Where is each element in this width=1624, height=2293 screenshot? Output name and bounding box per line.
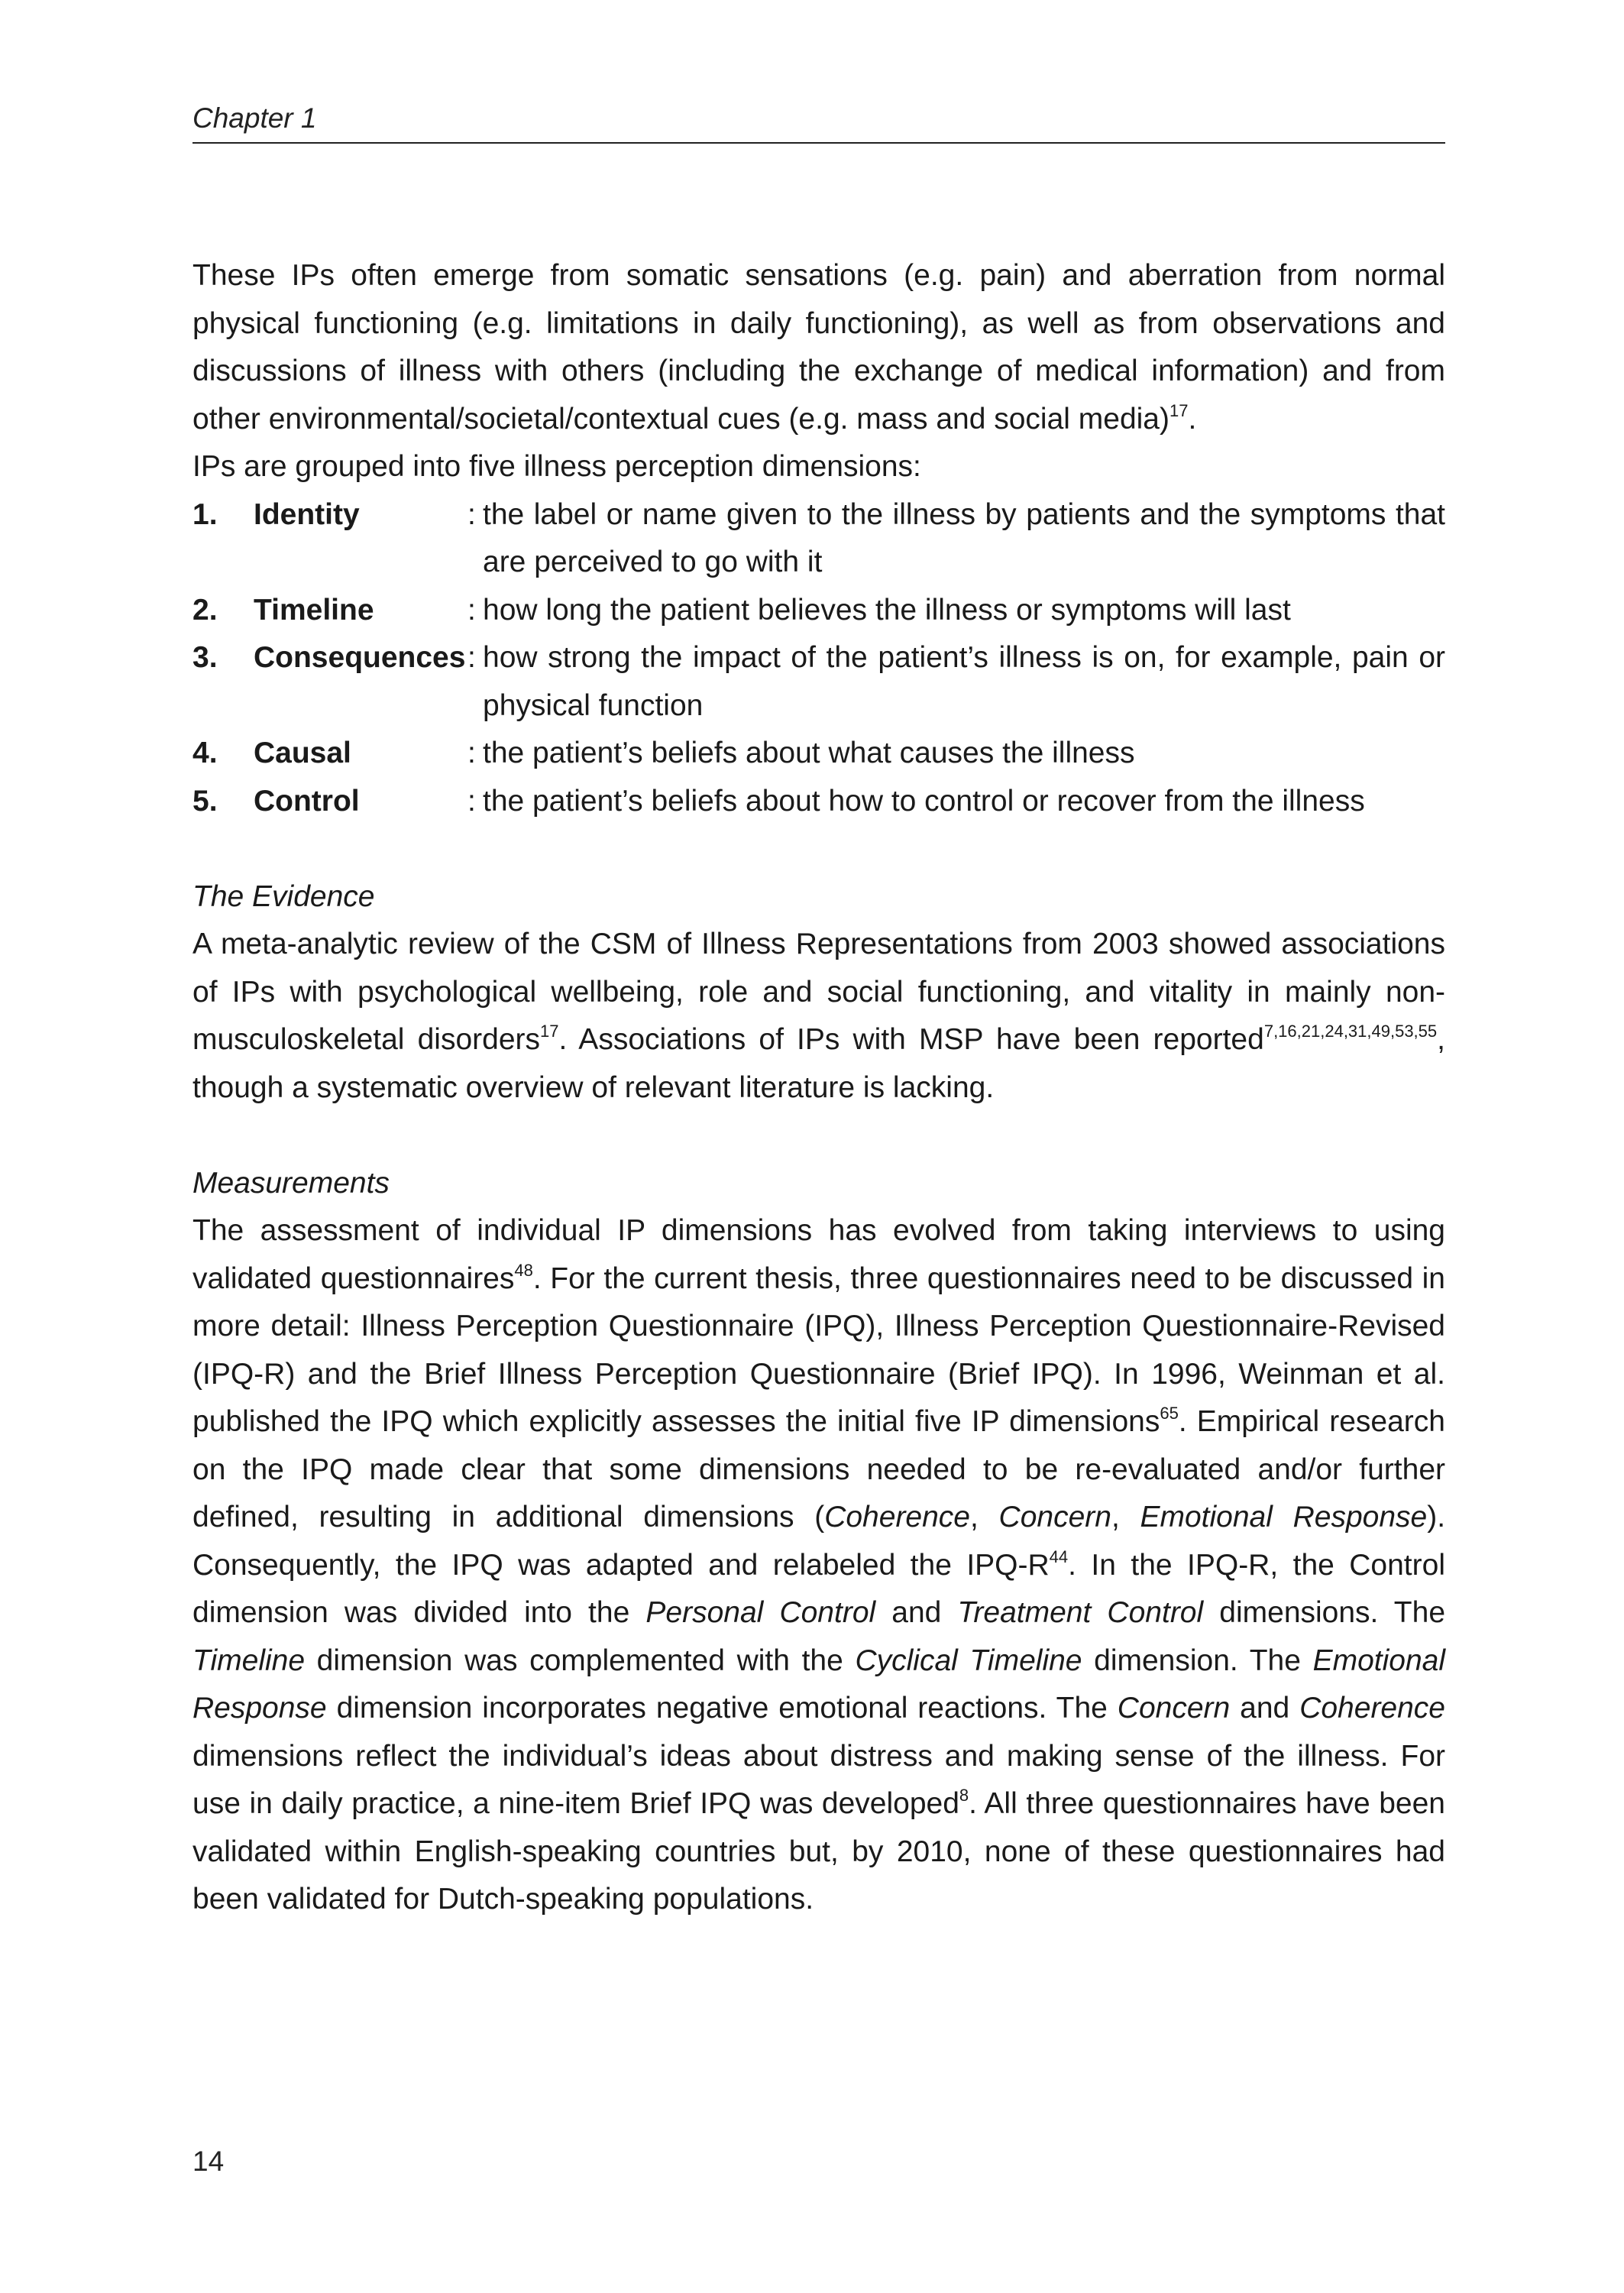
measurements-text: dimensions reflect the individual’s ideas about distress and making sense of the illness. For use in daily practice, a nine-item Brief IPQ was developed <box>192 1739 1445 1820</box>
evidence-text: , though a systematic overview of relevant literature is lacking. <box>192 1023 1445 1104</box>
list-item-separator: : <box>467 497 476 531</box>
reference-superscript: 44 <box>1049 1546 1069 1566</box>
measurements-text: . For the current thesis, three questionnaires need to be discussed in more detail: Illness Perception Questionnaire (IPQ), Illness Perception Questionnaire-Revised (IPQ-R) and the Brief Illness Perception Questionnaire (Brief IPQ). In 1996, Weinman et al. published the IPQ which explicitly assesses the initial five IP dimensions <box>192 1261 1445 1438</box>
intro-text: These IPs often emerge from somatic sensations (e.g. pain) and aberration from normal physical functioning (e.g. limitations in daily functioning), as well as from observations and discussions of illness with others (including the exchange of medical information) and from other environmental/societal/contextual cues (e.g. mass and social media) <box>192 259 1445 436</box>
list-item-term: Consequences <box>254 641 466 674</box>
list-item-description: how strong the impact of the patient’s illness is on, for example, pain or physical function <box>483 641 1445 722</box>
italic-term: Emotional Response <box>192 1644 1445 1725</box>
list-item <box>192 730 1445 778</box>
evidence-paragraph <box>192 921 1445 1112</box>
page-body <box>192 252 1445 1924</box>
reference-superscript: 48 <box>514 1260 533 1280</box>
reference-superscript: 17 <box>1169 400 1189 420</box>
measurements-text: . In the IPQ-R, the Control dimension was divided into the <box>192 1548 1445 1629</box>
measurements-text: . Empirical research on the IPQ made clear that some dimensions needed to be re-evaluated and/or further defined, resulting in additional dimensions ( <box>192 1405 1445 1534</box>
italic-term: Coherence <box>1299 1692 1445 1725</box>
list-item-description: the patient’s beliefs about what causes the illness <box>483 737 1135 769</box>
reference-superscript: 7,16,21,24,31,49,53,55 <box>1263 1022 1438 1041</box>
list-item-number: 3. <box>192 641 218 674</box>
list-item-description: the label or name given to the illness by patients and the symptoms that are perceived to go with it <box>483 497 1445 578</box>
measurements-text: dimension. The <box>1082 1644 1313 1677</box>
measurements-text: dimension incorporates negative emotional reactions. The <box>326 1692 1118 1725</box>
list-item-number: 4. <box>192 737 218 769</box>
list-item <box>192 778 1445 826</box>
measurements-text: and <box>1230 1692 1300 1725</box>
list-item-separator: : <box>467 641 476 674</box>
evidence-text: . Associations of IPs with MSP have been reported <box>558 1023 1264 1056</box>
measurements-text: dimensions. The <box>1203 1596 1446 1629</box>
reference-superscript: 65 <box>1160 1404 1179 1423</box>
measurements-text: dimension was complemented with the <box>305 1644 856 1677</box>
italic-term: Concern <box>998 1501 1111 1534</box>
reference-superscript: 8 <box>959 1786 969 1805</box>
dimensions-intro: IPs are grouped into five illness perception dimensions: <box>192 450 921 483</box>
running-header <box>192 98 1445 144</box>
list-item-separator: : <box>467 593 476 627</box>
list-item-term: Identity <box>254 497 360 531</box>
list-item-description: the patient’s beliefs about how to control or recover from the illness <box>483 784 1365 818</box>
paragraph-spacer <box>192 825 1445 873</box>
list-item <box>192 634 1445 730</box>
measurements-text: , <box>1111 1501 1140 1534</box>
measurements-text: , <box>970 1501 999 1534</box>
list-item-number: 2. <box>192 593 218 627</box>
paragraph-spacer <box>192 1112 1445 1160</box>
list-item <box>192 587 1445 635</box>
italic-term: Emotional Response <box>1140 1501 1428 1534</box>
italic-term: Coherence <box>824 1501 970 1534</box>
italic-term: Timeline <box>192 1644 306 1677</box>
list-item-separator: : <box>467 737 476 769</box>
list-item-number: 5. <box>192 784 218 818</box>
measurements-text: ). Consequently, the IPQ was adapted and relabeled the IPQ-R <box>192 1501 1446 1582</box>
evidence-text: A meta-analytic review of the CSM of Illness Representations from 2003 showed associations of IPs with psychological wellbeing, role and social functioning, and vitality in mainly non-musculoskeletal disorders <box>192 928 1445 1056</box>
list-item-number: 1. <box>192 497 218 531</box>
section-heading-evidence: The Evidence <box>192 879 375 913</box>
measurements-text: . All three questionnaires have been validated within English-speaking countries but, by 2010, none of these questionnaires had been validated for Dutch-speaking populations. <box>192 1787 1445 1916</box>
reference-superscript: 17 <box>540 1022 559 1041</box>
italic-term: Personal Control <box>645 1596 876 1629</box>
chapter-title: Chapter 1 <box>192 102 317 134</box>
dimensions-list <box>192 491 1445 826</box>
italic-term: Treatment Control <box>957 1596 1204 1629</box>
page-number: 14 <box>192 2146 225 2177</box>
italic-term: Concern <box>1117 1692 1231 1725</box>
list-item-term: Timeline <box>254 593 374 627</box>
list-item-term: Control <box>254 784 360 818</box>
list-item-description: how long the patient believes the illness or symptoms will last <box>483 593 1291 627</box>
list-item <box>192 491 1445 587</box>
measurements-text: and <box>875 1596 958 1629</box>
section-heading-measurements: Measurements <box>192 1166 390 1200</box>
measurements-paragraph <box>192 1207 1445 1924</box>
measurements-text: The assessment of individual IP dimensions has evolved from taking interviews to using validated questionnaires <box>192 1214 1445 1295</box>
list-item-term: Causal <box>254 737 351 769</box>
intro-paragraph <box>192 252 1445 443</box>
list-item-separator: : <box>467 784 476 818</box>
italic-term: Cyclical Timeline <box>855 1644 1082 1677</box>
intro-end: . <box>1188 402 1197 436</box>
